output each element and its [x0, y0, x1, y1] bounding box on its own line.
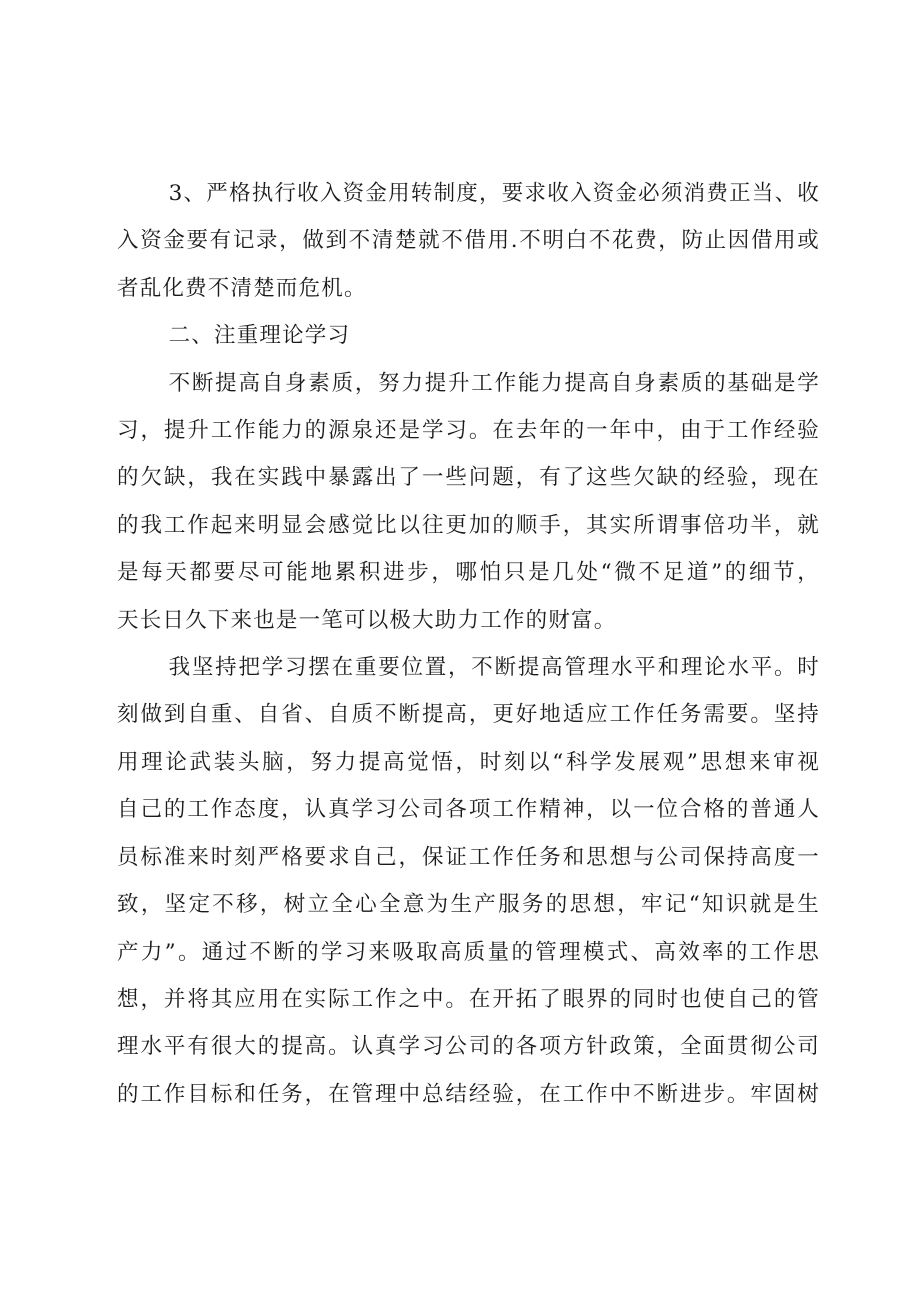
- text-line: 天长日久下来也是一笔可以极大助力工作的财富。: [117, 607, 617, 633]
- text-line: 我坚持把学习摆在重要位置，不断提高管理水平和理论水平。时: [168, 655, 820, 681]
- text-line: 是每天都要尽可能地累积进步，哪怕只是几处“微不足道”的细节，: [117, 560, 820, 586]
- text-line: 的我工作起来明显会感觉比以往更加的顺手，其实所谓事倍功半，就: [117, 512, 820, 538]
- document-body: [117, 170, 820, 1118]
- text-line: 产力”。通过不断的学习来吸取高质量的管理模式、高效率的工作思: [117, 939, 820, 965]
- text-line: 理水平有很大的提高。认真学习公司的各项方针政策，全面贯彻公司: [117, 1034, 820, 1060]
- text-line: 3、严格执行收入资金用转制度，要求收入资金必须消费正当、收: [168, 181, 820, 206]
- text-line: 致，坚定不移，树立全心全意为生产服务的思想，牢记“知识就是生: [117, 892, 820, 918]
- heading-text: 二、注重理论学习: [168, 323, 351, 349]
- text-line: 习，提升工作能力的源泉还是学习。在去年的一年中，由于工作经验: [117, 418, 820, 444]
- text-line: 刻做到自重、自省、自质不断提高，更好地适应工作任务需要。坚持: [117, 702, 820, 728]
- paragraph-self-improvement: [117, 360, 820, 644]
- text-line: 想，并将其应用在实际工作之中。在开拓了眼界的同时也使自己的管: [117, 986, 820, 1012]
- text-line: 员标准来时刻严格要求自己，保证工作任务和思想与公司保持高度一: [117, 844, 820, 870]
- text-line: 的工作目标和任务，在管理中总结经验，在工作中不断进步。牢固树: [117, 1081, 820, 1107]
- text-line: 不断提高自身素质，努力提升工作能力提高自身素质的基础是学: [168, 370, 820, 396]
- paragraph-study-commitment: [117, 644, 820, 1118]
- text-line: 入资金要有记录，做到不清楚就不借用.不明白不花费，防止因借用或: [117, 228, 820, 254]
- text-line: 自己的工作态度，认真学习公司各项工作精神，以一位合格的普通人: [117, 797, 820, 823]
- text-line: 用理论武装头脑，努力提高觉悟，时刻以“科学发展观”思想来审视: [117, 749, 820, 775]
- text-line: 者乱化费不清楚而危机。: [117, 275, 367, 301]
- section-heading: [117, 312, 820, 359]
- text-line: 的欠缺，我在实践中暴露出了一些问题，有了这些欠缺的经验，现在: [117, 465, 820, 491]
- paragraph-income-funds: [117, 170, 820, 312]
